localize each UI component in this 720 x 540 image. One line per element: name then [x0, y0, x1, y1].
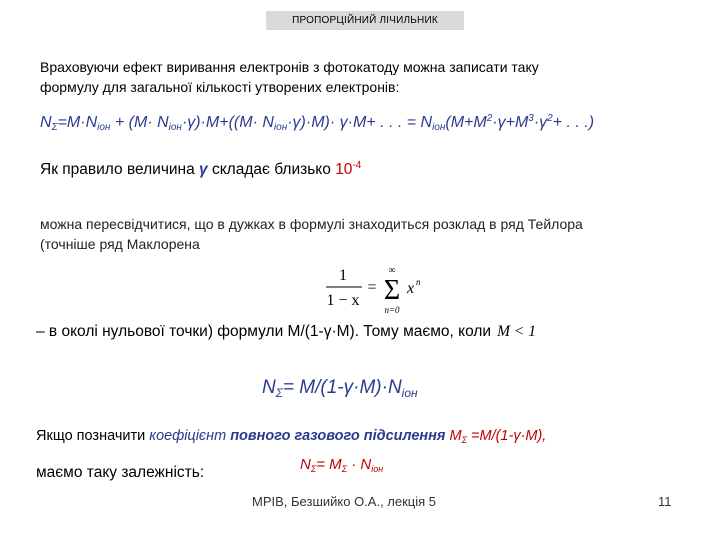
series-term-exponent: n: [416, 277, 421, 287]
slide-header: ПРОПОРЦІЙНИЙ ЛІЧИЛЬНИК: [266, 11, 464, 30]
formula-subscript: Σ: [51, 122, 58, 133]
sum-symbol: Σ: [383, 275, 401, 306]
sum-upper-limit: ∞: [388, 265, 396, 276]
intro-line-1: Враховуючи ефект виривання електронів з фотокатоду можна записати таку: [40, 59, 539, 75]
intro-paragraph: [40, 57, 539, 97]
formula-part: = M/(1-γ·M)·N: [282, 377, 402, 398]
formula-subscript: Σ: [341, 464, 348, 474]
formula-subscript: іон: [401, 386, 418, 400]
rule-text: Як правило величина: [40, 161, 200, 178]
total-electrons-formula: [40, 113, 594, 133]
dependence-text: маємо таку залежність:: [36, 464, 205, 481]
gain-definition: [36, 428, 546, 445]
gamma-value: [335, 161, 361, 178]
series-denominator: 1 − x: [326, 292, 360, 309]
gamma-symbol: γ: [199, 161, 208, 178]
formula-symbol: N: [40, 114, 52, 131]
gain-symbol: M: [449, 428, 462, 444]
sum-lower-limit: n=0: [384, 305, 400, 315]
series-term: x: [407, 280, 415, 297]
formula-part: + (M· N: [110, 114, 169, 131]
taylor-line-2: (точніше ряд Маклорена: [40, 236, 200, 252]
formula-subscript: іон: [168, 122, 182, 133]
formula-subscript: Σ: [310, 464, 317, 474]
gamma-rule: [40, 160, 361, 179]
taylor-paragraph: [40, 214, 583, 254]
gain-formula: [450, 428, 547, 444]
formula-part: ·γ)·M+((M· N: [181, 114, 274, 131]
formula-part: + . . .): [552, 114, 595, 131]
formula-exponent: 2: [486, 113, 493, 124]
intro-line-2: формулу для загальної кількості утворених електронів:: [40, 79, 400, 95]
formula-subscript: іон: [97, 122, 111, 133]
formula-part: ·γ)·M)· γ·M+ . . . = N: [287, 114, 433, 131]
page-number: 11: [658, 494, 672, 509]
formula-subscript: Σ: [461, 435, 467, 445]
formula-symbol: N: [262, 377, 276, 398]
formula-exponent: 3: [528, 113, 534, 124]
footer-author: МРІВ, Безшийко О.А., лекція 5: [252, 494, 437, 509]
formula-part: (M+M: [445, 114, 487, 131]
value-exponent: -4: [352, 160, 362, 171]
formula-exponent: 2: [547, 113, 553, 124]
final-formula: [300, 456, 383, 474]
formula-part: · N: [347, 456, 372, 473]
formula-subscript: Σ: [275, 386, 283, 400]
taylor-line-1: можна пересвідчитися, що в дужках в формулі знаходиться розклад в ряд Тейлора: [40, 216, 583, 232]
series-equals: =: [367, 279, 377, 296]
formula-part: ·γ+M: [492, 114, 529, 131]
convergence-condition: M < 1: [497, 323, 536, 340]
neighborhood-sentence: – в околі нульової точки) формули M/(1-γ·M). Тому маємо, коли: [36, 323, 492, 340]
formula-part: = M: [316, 456, 342, 473]
series-svg: [310, 263, 430, 321]
coefficient-term: коефіцієнт: [149, 428, 231, 444]
series-numerator: 1: [339, 267, 347, 284]
result-formula: [262, 377, 418, 400]
value-base: 10: [335, 161, 353, 178]
formula-part: ·γ: [533, 114, 548, 131]
formula-symbol: N: [300, 456, 311, 473]
definition-text: Якщо позначити: [36, 428, 150, 444]
formula-subscript: іон: [371, 464, 384, 474]
maclaurin-series-formula: [310, 263, 430, 321]
gas-gain-term: повного газового підсилення: [230, 428, 446, 444]
rule-text: складає близько: [207, 161, 336, 178]
gain-expression: =M/(1-γ·M),: [467, 428, 547, 444]
formula-subscript: іон: [273, 122, 288, 133]
formula-part: =M·N: [57, 114, 98, 131]
formula-subscript: іон: [432, 122, 446, 133]
neighborhood-text: [36, 323, 536, 341]
